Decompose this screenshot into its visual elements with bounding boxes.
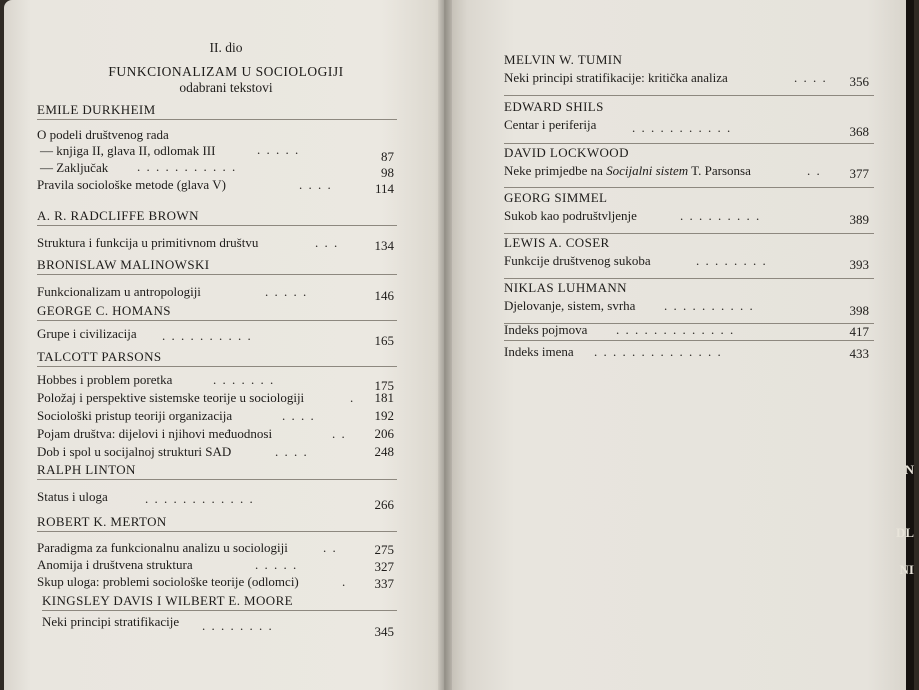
author-name: LEWIS A. COSER	[504, 235, 610, 250]
author-name: TALCOTT PARSONS	[37, 349, 162, 364]
leader-dots: . .	[323, 540, 338, 555]
divider	[42, 610, 397, 611]
leader-dots: . . .	[315, 235, 339, 250]
page-number: 389	[849, 212, 869, 227]
page-number: 98	[381, 165, 394, 180]
author-name: BRONISLAW MALINOWSKI	[37, 257, 210, 272]
leader-dots: . . . . . . . . .	[680, 208, 761, 223]
page-number: 134	[374, 238, 394, 253]
leader-dots: . . . . . . .	[213, 372, 275, 387]
toc-author-block	[504, 190, 884, 234]
leader-dots: . . . .	[282, 408, 316, 423]
page-number: 275	[374, 542, 394, 557]
leader-dots: . . . .	[275, 444, 309, 459]
toc-author-block	[504, 235, 884, 279]
leader-dots: . . . . . . . .	[202, 618, 274, 633]
edge-text: DL	[895, 525, 914, 540]
entry-title: Neke primjedbe na Socijalni sistem T. Parsonsa	[504, 163, 751, 178]
leader-dots: . . . . . . . . . . . . . .	[594, 344, 723, 359]
page-number: 368	[849, 124, 869, 139]
author-name: GEORG SIMMEL	[504, 190, 608, 205]
page-number: 87	[381, 149, 394, 164]
page-number: 345	[374, 624, 394, 639]
toc-entry	[37, 557, 407, 572]
divider	[504, 278, 874, 279]
toc-entry	[504, 322, 884, 337]
leader-dots: . .	[332, 426, 347, 441]
page-number: 417	[849, 324, 869, 339]
page-number: 327	[374, 559, 394, 574]
page-number: 165	[374, 333, 394, 348]
toc-author-block	[42, 593, 412, 639]
leader-dots: . . . . . . . . . .	[162, 328, 253, 343]
leader-dots: . . . . . . . .	[696, 253, 768, 268]
leader-dots: . . . . . . . . . . .	[137, 159, 237, 174]
toc-entry	[504, 253, 884, 272]
entry-title: Centar i periferija	[504, 117, 597, 132]
edge-text: N	[904, 462, 914, 477]
leader-dots: . . . . .	[255, 557, 298, 572]
page-number: 356	[849, 74, 869, 89]
entry-title: Grupe i civilizacija	[37, 326, 137, 341]
leader-dots: . . . . .	[257, 142, 300, 157]
entry-title: Anomija i društvena struktura	[37, 557, 193, 572]
section-subtitle: odabrani tekstovi	[179, 80, 273, 95]
entry-title: Funkcije društvenog sukoba	[504, 253, 651, 268]
toc-author-block	[504, 52, 884, 96]
entry-title: O podeli društvenog rada	[37, 127, 169, 142]
page-number: 337	[374, 576, 394, 591]
divider	[37, 225, 397, 226]
author-name: ROBERT K. MERTON	[37, 514, 167, 529]
author-name: A. R. RADCLIFFE BROWN	[37, 208, 199, 223]
leader-dots: . . . .	[299, 177, 333, 192]
edge-text: NI	[899, 562, 914, 577]
entry-title: Položaj i perspektive sistemske teorije u sociologiji	[37, 390, 305, 405]
toc-entry	[37, 284, 407, 303]
entry-title: — knjiga II, glava II, odlomak III	[40, 143, 216, 158]
toc-author-block	[37, 462, 407, 512]
divider	[37, 320, 397, 321]
author-name: KINGSLEY DAVIS I WILBERT E. MOORE	[42, 593, 293, 608]
divider	[504, 95, 874, 96]
entry-title: — Zaključak	[40, 160, 109, 175]
divider	[504, 340, 874, 341]
toc-entry	[37, 444, 407, 459]
page-number: 175	[374, 378, 394, 393]
divider	[37, 119, 397, 120]
author-name: NIKLAS LUHMANN	[504, 280, 627, 295]
toc-entry	[37, 574, 407, 589]
author-name: DAVID LOCKWOOD	[504, 145, 629, 160]
entry-title: Djelovanje, sistem, svrha	[504, 298, 636, 313]
toc-author-block	[504, 280, 884, 324]
toc-author-block	[37, 349, 407, 459]
toc-entry	[37, 159, 407, 180]
leader-dots: . . . . . . . . . . . .	[145, 491, 255, 506]
book-edge	[906, 0, 914, 690]
toc-author-block	[37, 208, 407, 253]
toc-entry	[37, 235, 407, 253]
toc-author-block	[504, 145, 884, 188]
index-block	[504, 322, 884, 359]
page-number: 393	[849, 257, 869, 272]
toc-author-block	[37, 257, 407, 303]
toc-entry	[504, 70, 884, 89]
book-gutter	[438, 0, 452, 690]
page-number: 192	[374, 408, 394, 423]
toc-entry	[504, 163, 884, 181]
page-number: 266	[374, 497, 394, 512]
page-number: 377	[849, 166, 869, 181]
toc-entry	[504, 208, 884, 227]
left-page	[4, 0, 448, 690]
entry-title: Pojam društva: dijelovi i njihovi međuodnosi	[37, 426, 273, 441]
entry-title: Indeks imena	[504, 344, 574, 359]
part-title: II. dio	[209, 40, 243, 55]
toc-entry	[42, 614, 412, 639]
toc-entry	[37, 408, 407, 423]
leader-dots: . .	[807, 163, 822, 178]
leader-dots: . . . .	[794, 70, 828, 85]
toc-entry	[37, 326, 407, 348]
entry-title: Sukob kao podruštvljenje	[504, 208, 637, 223]
author-name: RALPH LINTON	[37, 462, 136, 477]
page-number: 398	[849, 303, 869, 318]
toc-entry	[37, 540, 407, 555]
entry-title: Pravila sociološke metode (glava V)	[37, 177, 226, 192]
divider	[37, 479, 397, 480]
toc-entry	[504, 298, 884, 318]
leader-dots: .	[350, 390, 355, 405]
leader-dots: .	[342, 574, 347, 589]
entry-title: Indeks pojmova	[504, 322, 588, 337]
right-page	[444, 0, 914, 690]
author-name: GEORGE C. HOMANS	[37, 303, 171, 318]
toc-author-block	[37, 102, 407, 120]
leader-dots: . . . . . . . . . . . . .	[616, 322, 735, 337]
toc-author-block	[37, 514, 407, 589]
entry-title: Paradigma za funkcionalnu analizu u sociologiji	[37, 540, 288, 555]
entry-title: Funkcionalizam u antropologiji	[37, 284, 201, 299]
toc-author-block	[504, 99, 884, 144]
toc-entries	[37, 127, 407, 196]
toc-entry	[37, 372, 407, 393]
toc-entry	[504, 117, 884, 139]
page-number: 114	[374, 181, 394, 196]
divider	[37, 531, 397, 532]
toc-entry	[37, 177, 407, 196]
leader-dots: . . . . . . . . . . .	[632, 120, 732, 135]
page-number: 146	[374, 288, 394, 303]
toc-entry	[37, 142, 407, 164]
leader-dots: . . . . .	[265, 284, 308, 299]
toc-entry	[37, 127, 407, 142]
entry-title: Struktura i funkcija u primitivnom društvu	[37, 235, 259, 250]
section-title: FUNKCIONALIZAM U SOCIOLOGIJI	[108, 64, 344, 79]
entry-title: Dob i spol u socijalnoj strukturi SAD	[37, 444, 232, 459]
toc-entry	[37, 390, 407, 405]
entry-title: Sociološki pristup teoriji organizacija	[37, 408, 233, 423]
divider	[37, 274, 397, 275]
entry-title: Neki principi stratifikacije	[42, 614, 180, 629]
page-number: 433	[849, 346, 869, 361]
divider	[504, 187, 874, 188]
toc-author-block	[37, 303, 407, 348]
divider	[37, 366, 397, 367]
author-name: EMILE DURKHEIM	[37, 102, 156, 117]
leader-dots: . . . . . . . . . .	[664, 298, 755, 313]
page-number: 206	[374, 426, 394, 441]
divider	[504, 143, 874, 144]
toc-entry	[37, 426, 407, 441]
divider	[504, 233, 874, 234]
entry-title: Neki principi stratifikacije: kritička analiza	[504, 70, 728, 85]
page-number: 181	[374, 390, 394, 405]
author-name: MELVIN W. TUMIN	[504, 52, 623, 67]
entry-title: Hobbes i problem poretka	[37, 372, 173, 387]
entry-title: Skup uloga: problemi sociološke teorije (odlomci)	[37, 574, 299, 589]
entry-title: Status i uloga	[37, 489, 108, 504]
toc-entry	[504, 344, 884, 359]
author-name: EDWARD SHILS	[504, 99, 604, 114]
toc-entry	[37, 489, 407, 512]
page-number: 248	[374, 444, 394, 459]
